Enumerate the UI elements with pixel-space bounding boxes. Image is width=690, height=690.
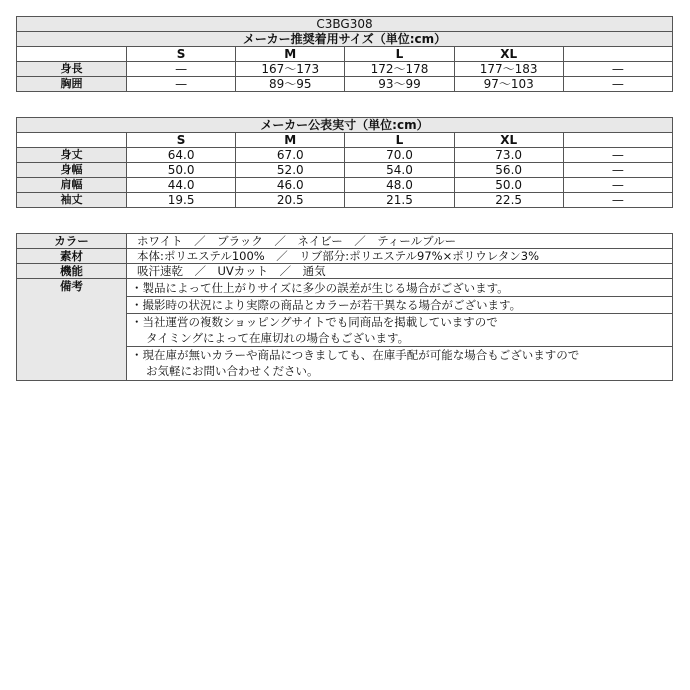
table-cell: — xyxy=(563,148,672,163)
table-cell: 22.5 xyxy=(454,193,563,208)
note-item xyxy=(127,347,672,379)
table-cell: 48.0 xyxy=(345,178,454,193)
note-item xyxy=(127,314,672,347)
size-header: L xyxy=(345,133,454,148)
table-row xyxy=(17,62,673,77)
note-item: ・撮影時の状況により実際の商品とカラーが若干異なる場合がございます。 xyxy=(127,297,672,314)
color-label: カラー xyxy=(17,234,127,249)
table-cell: 167〜173 xyxy=(236,62,345,77)
function-row xyxy=(17,264,673,279)
table-cell: 56.0 xyxy=(454,163,563,178)
table-cell: 50.0 xyxy=(454,178,563,193)
size-header-row xyxy=(17,133,673,148)
size-header: XL xyxy=(454,47,563,62)
row-label: 身長 xyxy=(17,62,127,77)
model-number: C3BG308 xyxy=(17,17,673,32)
table-cell: — xyxy=(127,62,236,77)
function-label: 機能 xyxy=(17,264,127,279)
note-line: お気軽にお問い合わせください。 xyxy=(146,364,319,378)
table-cell: — xyxy=(127,77,236,92)
size-header: XL xyxy=(454,133,563,148)
row-label: 身丈 xyxy=(17,148,127,163)
color-row xyxy=(17,234,673,249)
size-header-row xyxy=(17,47,673,62)
size-header: M xyxy=(236,47,345,62)
table-cell: 20.5 xyxy=(236,193,345,208)
notes-label: 備考 xyxy=(17,279,127,381)
actual-size-title: メーカー公表実寸（単位:cm） xyxy=(17,118,673,133)
material-row xyxy=(17,249,673,264)
table-cell: 172〜178 xyxy=(345,62,454,77)
table-row xyxy=(17,193,673,208)
table-cell: 50.0 xyxy=(127,163,236,178)
table-cell: — xyxy=(563,77,672,92)
note-line: タイミングによって在庫切れの場合もございます。 xyxy=(146,331,410,345)
table-row xyxy=(17,163,673,178)
size-header xyxy=(563,47,672,62)
notes-value xyxy=(127,279,673,381)
row-label: 袖丈 xyxy=(17,193,127,208)
size-header xyxy=(563,133,672,148)
size-header-corner xyxy=(17,133,127,148)
table-cell: 177〜183 xyxy=(454,62,563,77)
recommended-size-title: メーカー推奨着用サイズ（単位:cm） xyxy=(17,32,673,47)
size-header: S xyxy=(127,133,236,148)
note-line: ・現在庫が無いカラーや商品につきましても、在庫手配が可能な場合もございますので xyxy=(131,348,580,362)
note-item: ・製品によって仕上がりサイズに多少の誤差が生じる場合がございます。 xyxy=(127,280,672,297)
recommended-size-table xyxy=(16,16,673,92)
actual-size-table xyxy=(16,117,673,208)
size-header: S xyxy=(127,47,236,62)
table-cell: 54.0 xyxy=(345,163,454,178)
table-cell: — xyxy=(563,62,672,77)
notes-row xyxy=(17,279,673,381)
table-cell: — xyxy=(563,178,672,193)
table-cell: — xyxy=(563,193,672,208)
color-value: ホワイト ／ ブラック ／ ネイビー ／ ティールブルー xyxy=(127,234,673,249)
table-row xyxy=(17,148,673,163)
table-cell: 46.0 xyxy=(236,178,345,193)
material-value: 本体:ポリエステル100% ／ リブ部分:ポリエステル97%×ポリウレタン3% xyxy=(127,249,673,264)
table-row xyxy=(17,178,673,193)
table-cell: 44.0 xyxy=(127,178,236,193)
function-value: 吸汗速乾 ／ UVカット ／ 通気 xyxy=(127,264,673,279)
table-cell: 93〜99 xyxy=(345,77,454,92)
table-cell: 21.5 xyxy=(345,193,454,208)
table-row xyxy=(17,77,673,92)
row-label: 肩幅 xyxy=(17,178,127,193)
table-cell: — xyxy=(563,163,672,178)
table-cell: 52.0 xyxy=(236,163,345,178)
product-info-table xyxy=(16,233,673,381)
row-label: 身幅 xyxy=(17,163,127,178)
size-header: M xyxy=(236,133,345,148)
table-cell: 64.0 xyxy=(127,148,236,163)
material-label: 素材 xyxy=(17,249,127,264)
table-cell: 67.0 xyxy=(236,148,345,163)
row-label: 胸囲 xyxy=(17,77,127,92)
table-cell: 70.0 xyxy=(345,148,454,163)
table-cell: 89〜95 xyxy=(236,77,345,92)
note-line: ・当社運営の複数ショッピングサイトでも同商品を掲載していますので xyxy=(131,315,498,329)
size-header-corner xyxy=(17,47,127,62)
table-cell: 19.5 xyxy=(127,193,236,208)
table-cell: 97〜103 xyxy=(454,77,563,92)
size-header: L xyxy=(345,47,454,62)
table-cell: 73.0 xyxy=(454,148,563,163)
